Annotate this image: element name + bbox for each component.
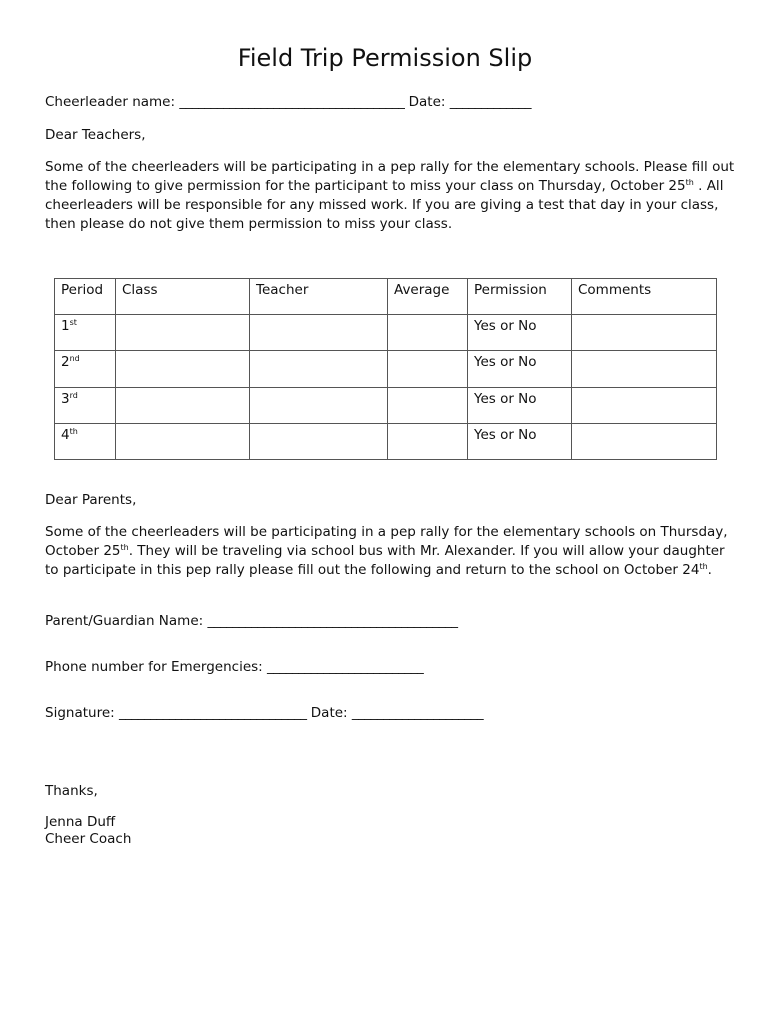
table-row [55,387,717,423]
header-period: Period [55,279,116,315]
guardian-name-field[interactable]: ________________________________________ [207,613,458,629]
average-cell[interactable] [388,387,468,423]
signature-date-field[interactable]: _____________________ [351,705,484,721]
teachers-salutation: Dear Teachers, [45,127,146,143]
period-cell: 2nd [55,351,116,387]
phone-field[interactable]: _________________________ [267,659,424,675]
teacher-cell[interactable] [250,423,388,459]
class-cell[interactable] [116,315,250,351]
class-cell[interactable] [116,423,250,459]
guardian-label: Parent/Guardian Name: [45,613,204,629]
teachers-sup: th [685,178,694,187]
cheerleader-line [45,94,531,110]
table-header-row [55,279,717,315]
table-row [55,351,717,387]
average-cell[interactable] [388,351,468,387]
cheerleader-name-field[interactable]: ____________________________________ [179,94,405,110]
permission-cell[interactable]: Yes or No [468,423,572,459]
teacher-cell[interactable] [250,315,388,351]
comments-cell[interactable] [572,423,717,459]
period-cell: 1st [55,315,116,351]
closing-thanks: Thanks, [45,783,98,799]
parents-salutation: Dear Parents, [45,492,137,508]
teachers-paragraph [45,158,735,234]
header-comments: Comments [572,279,717,315]
closing-role: Cheer Coach [45,831,132,847]
parents-text-1: Some of the cheerleaders will be participating in a pep rally for the elementary schools on Thursday, October 25 [45,524,728,559]
teacher-cell[interactable] [250,387,388,423]
permission-cell[interactable]: Yes or No [468,387,572,423]
teachers-text-1: Some of the cheerleaders will be participating in a pep rally for the elementary schools. Please fill out the following to give permission for the participant to miss your class on Thursday, October 25 [45,159,735,194]
table-row [55,423,717,459]
header-class: Class [116,279,250,315]
permission-cell[interactable]: Yes or No [468,315,572,351]
header-average: Average [388,279,468,315]
closing-name: Jenna Duff [45,814,116,830]
page-title: Field Trip Permission Slip [237,44,533,72]
phone-label: Phone number for Emergencies: [45,659,263,675]
comments-cell[interactable] [572,315,717,351]
teachers-text-2: . All cheerleaders will be responsible for any missed work. If you are giving a test that day in your class, then please do not give them permission to miss your class. [45,178,724,232]
period-cell: 3rd [55,387,116,423]
parents-paragraph [45,523,735,580]
signature-field[interactable]: ______________________________ [118,705,307,721]
cheerleader-name-label: Cheerleader name: [45,94,176,110]
average-cell[interactable] [388,423,468,459]
comments-cell[interactable] [572,387,717,423]
parents-sup-2: th [699,562,708,571]
class-cell[interactable] [116,387,250,423]
permission-cell[interactable]: Yes or No [468,351,572,387]
guardian-line [45,613,457,629]
header-permission: Permission [468,279,572,315]
parents-sup-1: th [120,543,129,552]
comments-cell[interactable] [572,351,717,387]
phone-line [45,659,423,675]
signature-date-label: Date: [310,705,348,721]
parents-text-3: . [707,562,712,578]
parents-text-2: . They will be traveling via school bus with Mr. Alexander. If you will allow your daughter to participate in this pep rally please fill out the following and return to the school on October 24 [45,543,725,578]
cheerleader-date-label: Date: [408,94,446,110]
signature-line [45,705,483,721]
teacher-cell[interactable] [250,351,388,387]
permission-table [54,278,717,460]
table-row [55,315,717,351]
average-cell[interactable] [388,315,468,351]
class-cell[interactable] [116,351,250,387]
header-teacher: Teacher [250,279,388,315]
signature-label: Signature: [45,705,115,721]
period-cell: 4th [55,423,116,459]
cheerleader-date-field[interactable]: _____________ [449,94,531,110]
